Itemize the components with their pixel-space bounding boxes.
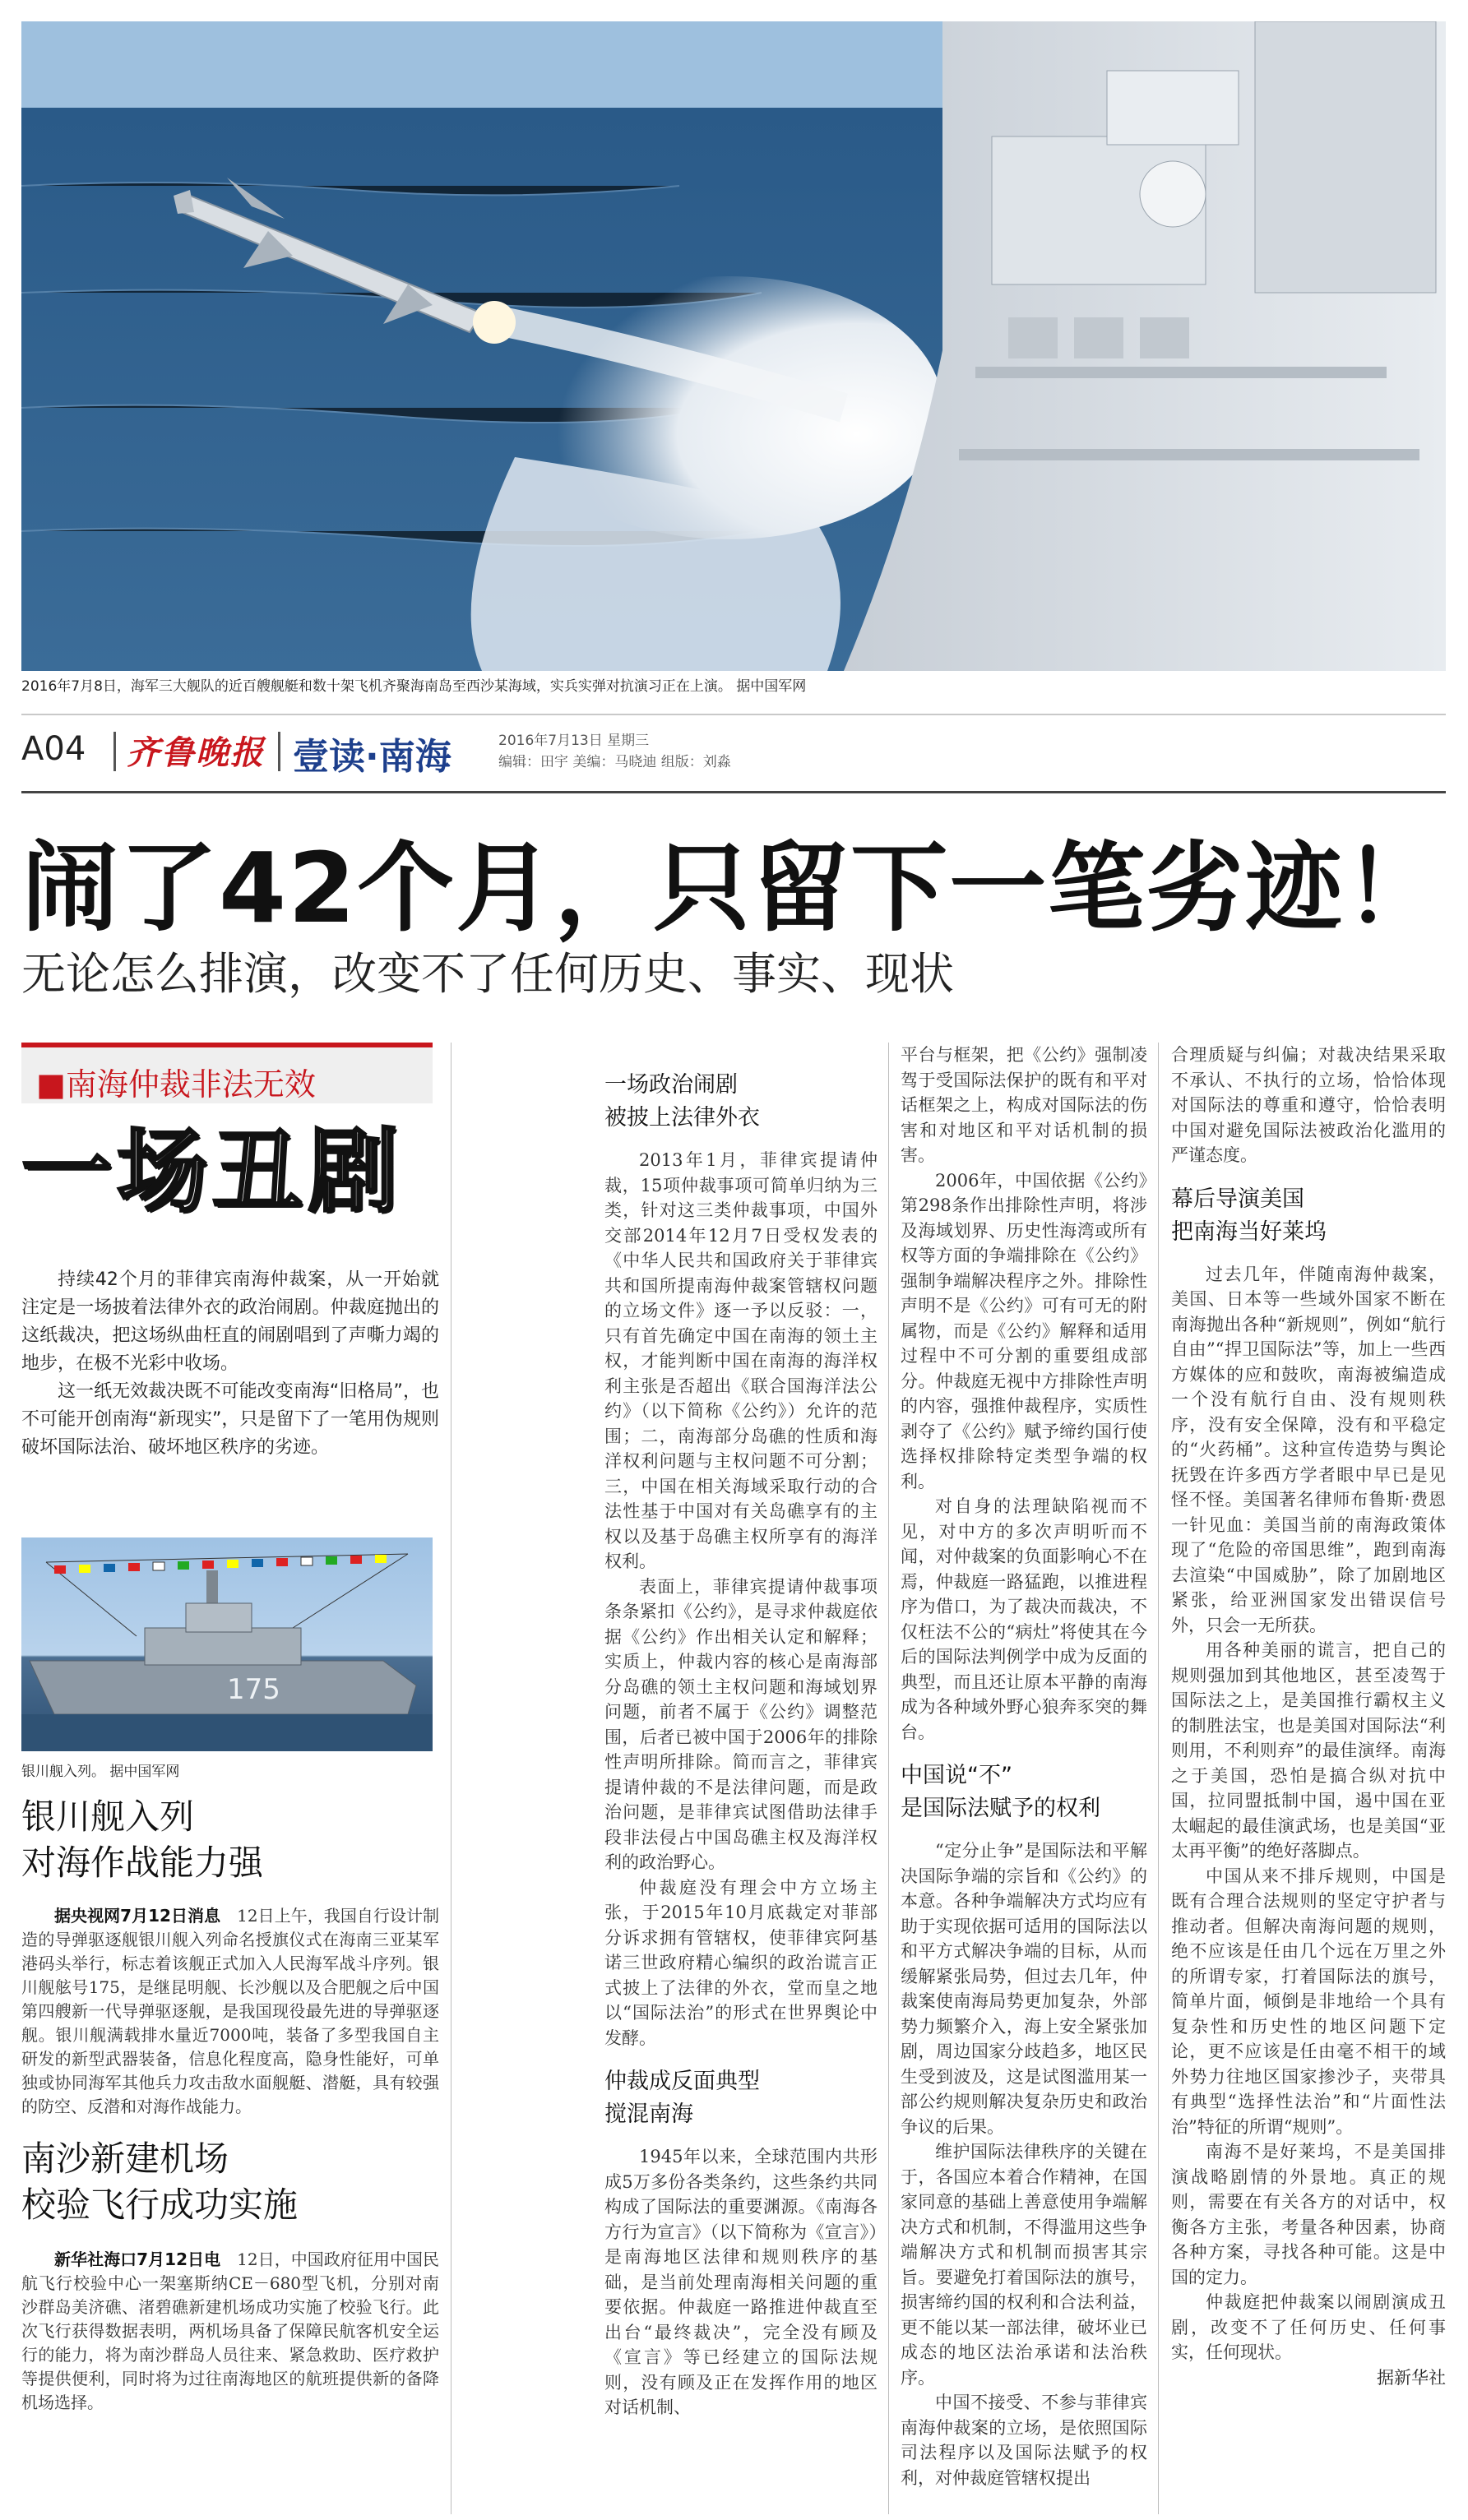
masthead-divider [278, 732, 280, 771]
section-name: 壹读·南海 [293, 736, 452, 778]
story-title-nansha-airport [21, 2136, 439, 2228]
paragraph: 仲裁庭把仲裁案以闹剧演成丑剧，改变不了任何历史、任何事实，任何现状。 [1171, 2292, 1446, 2362]
section-heading [901, 1759, 1147, 1825]
section-heading-line: 被披上法律外衣 [604, 1105, 760, 1131]
dateline: 新华社海口7月12日电 [54, 2250, 221, 2269]
source-byline: 据新华社 [1377, 2367, 1446, 2388]
main-headline: 闹了42个月，只留下一笔劣迹！ [21, 831, 1443, 945]
section-heading-line: 把南海当好莱坞 [1171, 1218, 1327, 1245]
kicker-label: ■南海仲裁非法无效 [36, 1066, 316, 1103]
section-heading-line: 幕后导演美国 [1171, 1186, 1304, 1212]
photo-caption: 2016年7月8日，海军三大舰队的近百艘舰艇和数十架飞机齐聚海南岛至西沙某海域，实兵实弹对抗演习正在上演。 据中国军网 [21, 678, 807, 695]
feature-title: 一场丑剧 [21, 1119, 403, 1224]
column-rule [888, 1043, 889, 2514]
article-column-2 [604, 1069, 878, 2421]
lead-paragraph: 持续42个月的菲律宾南海仲裁案，从一开始就注定是一场披着法律外衣的政治闹剧。仲裁庭抛出的这纸裁决，把这场纵曲枉直的闹剧唱到了声嘶力竭的地步，在极不光彩中收场。 [21, 1269, 439, 1374]
paragraph: 中国从来不排斥规则，中国是既有合理合法规则的坚定守护者与推动者。但解决南海问题的规则，绝不应该是任由几个远在万里之外的所谓专家，打着国际法的旗号，简单片面，倾倒是非地给一个具有复杂性和历史性的地区问题下定论，更不应该是任由毫不相干的域外势力往地区国家掺沙子，夹带具有典型“选择性法治”和“片面性法治”特征的所谓“规则”。 [1171, 1866, 1446, 2137]
page-number: A04 [21, 730, 86, 768]
ship-photo [21, 1537, 433, 1751]
article-column-4 [1171, 1043, 1446, 2390]
issue-date: 2016年7月13日 星期三 [498, 733, 650, 749]
masthead-top-rule [21, 714, 1446, 715]
masthead-bottom-rule [21, 791, 1446, 793]
story-text: 12日上午，我国自行设计制造的导弹驱逐舰银川舰入列命名授旗仪式在海南三亚某军港码头举行，标志着该舰正式加入人民海军战斗序列。银川舰舷号175，是继昆明舰、长沙舰以及合肥舰之后中国第四艘新一代导弹驱逐舰，是我国现役最先进的导弹驱逐舰。银川舰满载排水量近7000吨，装备了多型我国自主研发的新型武器装备，信息化程度高，隐身性能好，可单独或协同海军其他兵力攻击敌水面舰艇、潜艇，具有较强的防空、反潜和对海作战能力。 [21, 1906, 440, 2116]
masthead-meta [498, 730, 731, 773]
paragraph: 南海不是好莱坞，不是美国排演战略剧情的外景地。真正的规则，需要在有关各方的对话中，权衡各方主张，考量各种因素，协商各种方案，寻找各种可能。这是中国的定力。 [1171, 2142, 1446, 2287]
paragraph: 1945年以来，全球范围内共形成5万多份各类条约，这些条约共同构成了国际法的重要渊源。《南海各方行为宣言》（以下简称为《宣言》）是南海地区法律和规则秩序的基础，是当前处理南海相关问题的重要依据。仲裁庭一路推进仲裁直至出台“最终裁决”，完全没有顾及《宣言》等已经建立的国际法规则，没有顾及正在发挥作用的地区对话机制、 [604, 2147, 878, 2417]
paragraph: 过去几年，伴随南海仲裁案，美国、日本等一些域外国家不断在南海抛出各种“新规则”，例如“航行自由”“捍卫国际法”等，加上一些西方媒体的应和鼓吹，南海被编造成一个没有航行自由、没有规则秩序，没有安全保障，没有和平稳定的“火药桶”。这种宣传造势与舆论抚毁在许多西方学者眼中早已是见怪不怪。美国著名律师布鲁斯·费恩一针见血：美国当前的南海政策体现了“危险的帝国思维”，跑到南海去渲染“中国威胁”，除了加剧地区紧张，给亚洲国家发出错误信号外，只会一无所获。 [1171, 1264, 1446, 1635]
story-title-line: 银川舰入列 [21, 1796, 195, 1837]
section-heading-line: 仲裁成反面典型 [604, 2069, 760, 2094]
section-heading-line: 搅混南海 [604, 2102, 693, 2127]
section-heading [1171, 1183, 1446, 1249]
paragraph: 中国不接受、不参与菲律宾南海仲裁案的立场，是依照国际司法程序以及国际法赋予的权利，对仲裁庭管辖权提出 [901, 2393, 1147, 2488]
article-column-3 [901, 1043, 1147, 2490]
column-rule [451, 1043, 452, 2514]
section-heading-line: 中国说“不” [901, 1763, 1012, 1788]
story-title-line: 校验飞行成功实施 [21, 2185, 299, 2225]
paragraph: 维护国际法律秩序的关键在于，各国应本着合作精神，在国家同意的基础上善意使用争端解决方式和机制，不得滥用这些争端解决方式和机制而损害其宗旨。要避免打着国际法的旗号，损害缔约国的权利和合法利益，更不能以某一部法律，破坏业已成态的地区法治承诺和法治秩序。 [901, 2142, 1147, 2388]
editor-credits: 编辑：田宇 美编：马晓迪 组版：刘淼 [498, 754, 731, 770]
warship-illustration [21, 1537, 433, 1751]
paragraph: “定分止争”是国际法和平解决国际争端的宗旨和《公约》的本意。各种争端解决方式均应有助于实现依据可适用的国际法以和平方式解决争端的目标，从而缓解紧张局势，但过去几年，仲裁案使南海局势更加复杂，外部势力频繁介入，海上安全紧张加剧，周边国家分歧趋多，地区民生受到波及，这是试图滥用某一部公约规则解决复杂历史和政治争议的后果。 [901, 1841, 1147, 2137]
story-body-yinchuan [21, 1904, 439, 2119]
story-title-line: 对海作战能力强 [21, 1843, 264, 1883]
column-rule [1158, 1043, 1159, 2514]
paragraph: 用各种美丽的谎言，把自己的规则强加到其他地区，甚至凌驾于国际法之上，是美国推行霸权主义的制胜法宝，也是美国对国际法“利则用，不利则弃”的最佳演绎。南海之于美国，恐怕是搞合纵对抗中国，拉同盟抵制中国，遏中国在亚太崛起的最佳演武场，也是美国“亚太再平衡”的绝好落脚点。 [1171, 1640, 1446, 1861]
story-title-yinchuan [21, 1794, 439, 1886]
paragraph: 平台与框架，把《公约》强制凌驾于受国际法保护的既有和平对话框架之上，构成对国际法的伤害和对地区和平对话机制的损害。 [901, 1045, 1147, 1165]
lead-paragraph: 这一纸无效裁决既不可能改变南海“旧格局”，也不可能开创南海“新现实”，只是留下了一笔用伪规则破坏国际法治、破坏地区秩序的劣迹。 [21, 1381, 439, 1458]
section-heading-line: 是国际法赋予的权利 [901, 1796, 1100, 1821]
missile-launch-illustration [21, 21, 1446, 671]
section-heading-line: 一场政治闹剧 [604, 1072, 738, 1098]
paragraph: 合理质疑与纠偏；对裁决结果采取不承认、不执行的立场，恰恰体现对国际法的尊重和遵守，恰恰表明中国对避免国际法被政治化滥用的严谨态度。 [1171, 1045, 1446, 1165]
ship-photo-caption: 银川舰入列。 据中国军网 [21, 1764, 180, 1780]
masthead-divider [113, 732, 116, 771]
hero-photo [21, 21, 1446, 671]
svg-text:175: 175 [227, 1673, 280, 1706]
story-text: 12日，中国政府征用中国民航飞行校验中心一架塞斯纳CE－680型飞机，分别对南沙群岛美济礁、渚碧礁新建机场成功实施了校验飞行。此次飞行获得数据表明，两机场具备了保障民航客机安全运行的能力，将为南沙群岛人员往来、紧急救助、医疗救护等提供便利，同时将为过往南海地区的航班提供新的备降机场选择。 [21, 2250, 440, 2412]
paragraph: 2013年1月，菲律宾提请仲裁，15项仲裁事项可简单归纳为三类，针对这三类仲裁事项，中国外交部2014年12月7日受权发表的《中华人民共和国政府关于菲律宾共和国所提南海仲裁案管辖权问题的立场文件》逐一予以反驳：一，只有首先确定中国在南海的领土主权，才能判断中国在南海的海洋权利主张是否超出《联合国海洋法公约》（以下简称《公约》）允许的范围；二，南海部分岛礁的性质和海洋权利问题与主权问题不可分割；三，中国在相关海域采取行动的合法性基于中国对有关岛礁享有的主权以及基于岛礁主权所享有的海洋权利。 [604, 1150, 878, 1571]
section-heading [604, 2065, 878, 2131]
paragraph: 2006年，中国依据《公约》第298条作出排除性声明，将涉及海域划界、历史性海湾或所有权等方面的争端排除在《公约》强制争端解决程序之外。排除性声明不是《公约》可有可无的附属物，而是《公约》解释和适用过程中不可分割的重要组成部分。仲裁庭无视中方排除性声明的内容，强推仲裁程序，实质性剥夺了《公约》赋予缔约国行使选择权排除特定类型争端的权利。 [901, 1170, 1147, 1491]
lead-paragraphs [21, 1266, 439, 1462]
story-body-nansha-airport [21, 2248, 439, 2415]
section-heading [604, 1069, 878, 1135]
newspaper-logo: 齐鲁晚报 [127, 733, 265, 772]
dateline: 据央视网7月12日消息 [54, 1906, 221, 1926]
paragraph: 仲裁庭没有理会中方立场主张，于2015年10月底裁定对菲部分诉求拥有管辖权，使菲律宾阿基诺三世政府精心编织的政治谎言正式披上了法律的外衣，堂而皇之地以“国际法治”的形式在世界舆论中发酵。 [604, 1877, 878, 2048]
paragraph: 对自身的法理缺陷视而不见，对中方的多次声明听而不闻，对仲裁案的负面影响心不在焉，仲裁庭一路猛跑，以推进程序为借口，为了裁决而裁决，不仅枉法不公的“病灶”将使其在今后的国际法判例学中成为反面的典型，而且还让原本平静的南海成为各种域外野心狼奔豕突的舞台。 [901, 1496, 1147, 1742]
masthead [21, 724, 1446, 783]
sub-headline: 无论怎么排演，改变不了任何历史、事实、现状 [21, 948, 954, 1000]
story-title-line: 南沙新建机场 [21, 2139, 229, 2179]
paragraph: 表面上，菲律宾提请仲裁事项条条紧扣《公约》，是寻求仲裁庭依据《公约》作出相关认定和解释；实质上，仲裁内容的核心是南海部分岛礁的领土主权问题和海域划界问题，前者不属于《公约》调整范围，后者已被中国于2006年的排除性声明所排除。简而言之，菲律宾提请仲裁的不是法律问题，而是政治问题，是菲律宾试图借助法律手段非法侵占中国岛礁主权及海洋权利的政治野心。 [604, 1576, 878, 1872]
